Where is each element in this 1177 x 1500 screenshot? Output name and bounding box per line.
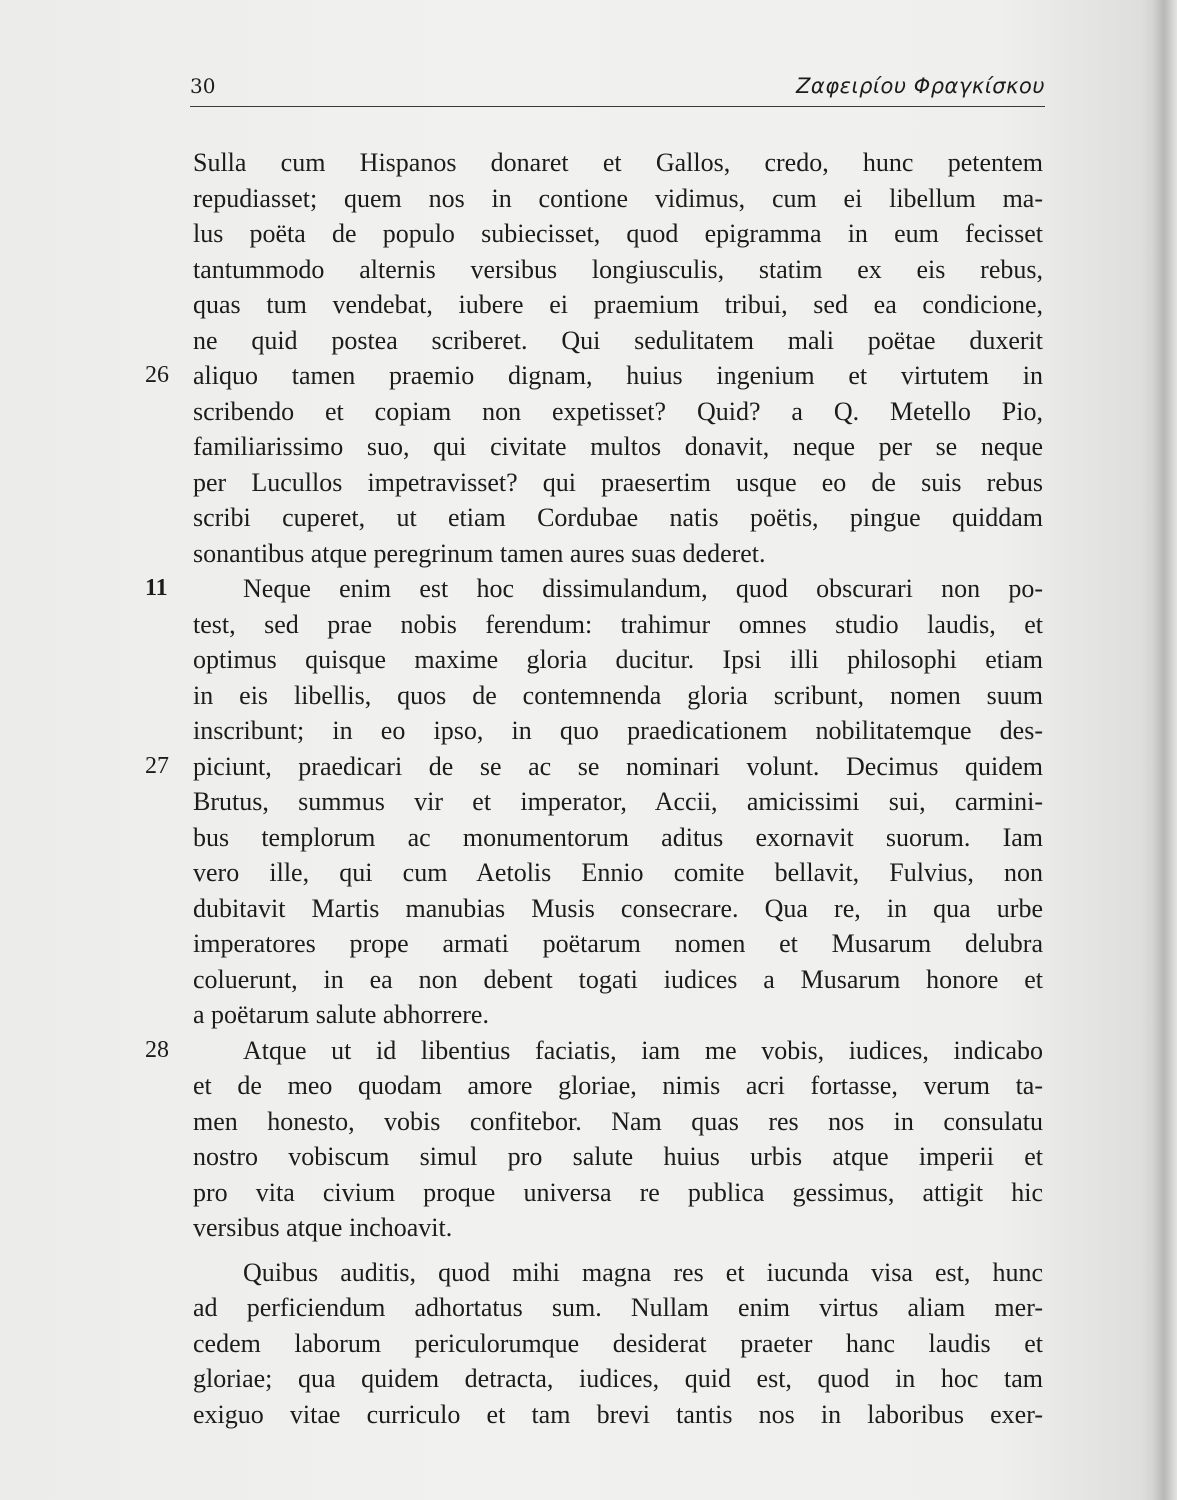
text-line: repudiasset; quem nos in contione vidimus, cum ei libellum ma- xyxy=(193,183,1043,213)
text-line: Brutus, summus vir et imperator, Accii, amicissimi sui, carmini- xyxy=(193,787,1043,816)
paragraph-gap xyxy=(193,1246,1043,1255)
text-line: pro vita civium proque universa re publica gessimus, attigit hic xyxy=(193,1177,1043,1207)
section-number: 11 xyxy=(145,575,168,601)
line-text: Neque enim est hoc dissimulandum, quod obscurari non po- xyxy=(243,574,1043,603)
line-text: aliquo tamen praemio dignam, huius ingenium et virtutem in xyxy=(193,361,1043,390)
text-line: in eis libellis, quos de contemnenda gloria scribunt, nomen suum xyxy=(193,680,1043,710)
page-edge xyxy=(1151,0,1177,1500)
text-line: nostro vobiscum simul pro salute huius urbis atque imperii et xyxy=(193,1142,1043,1171)
text-body xyxy=(145,145,1043,1432)
text-line: scribendo et copiam non expetisset? Quid? a Q. Metello Pio, xyxy=(193,396,1043,426)
text-line: optimus quisque maxime gloria ducitur. Ipsi illi philosophi etiam xyxy=(193,645,1043,674)
text-line: Sulla cum Hispanos donaret et Gallos, credo, hunc petentem xyxy=(193,148,1043,177)
text-line: sonantibus atque peregrinum tamen aures suas dederet. xyxy=(193,538,766,568)
text-line: dubitavit Martis manubias Musis consecrare. Qua re, in qua urbe xyxy=(193,893,1043,923)
text-line: coluerunt, in ea non debent togati iudices a Musarum honore et xyxy=(193,964,1043,994)
text-line: men honesto, vobis confitebor. Nam quas res nos in consulatu xyxy=(193,1106,1043,1136)
margin-number: 28 xyxy=(145,1036,169,1063)
text-line: familiarissimo suo, qui civitate multos donavit, neque per se neque xyxy=(193,432,1043,461)
running-title: Ζαφειρίου Φραγκίσκου xyxy=(796,74,1045,98)
text-line xyxy=(145,749,1043,785)
text-line: exiguo vitae curriculo et tam brevi tantis nos in laboribus exer- xyxy=(193,1399,1043,1429)
text-line: scribi cuperet, ut etiam Cordubae natis poëtis, pingue quiddam xyxy=(193,503,1043,532)
line-text: piciunt, praedicari de se ac se nominari volunt. Decimus quidem xyxy=(193,751,1043,781)
text-line xyxy=(145,1033,1043,1069)
text-line: ne quid postea scriberet. Qui sedulitatem mali poëtae duxerit xyxy=(193,325,1043,355)
text-line: quas tum vendebat, iubere ei praemium tribui, sed ea condicione, xyxy=(193,290,1043,319)
margin-number: 27 xyxy=(145,752,169,779)
text-line: a poëtarum salute abhorrere. xyxy=(193,1000,489,1029)
text-line: test, sed prae nobis ferendum: trahimur omnes studio laudis, et xyxy=(193,609,1043,639)
text-line: bus templorum ac monumentorum aditus exornavit suorum. Iam xyxy=(193,822,1043,852)
margin-number: 26 xyxy=(145,362,169,388)
text-line: ad perficiendum adhortatus sum. Nullam enim virtus aliam mer- xyxy=(193,1293,1043,1322)
text-line: imperatores prope armati poëtarum nomen et Musarum delubra xyxy=(193,929,1043,958)
text-line xyxy=(145,571,1043,607)
line-text: Atque ut id libentius faciatis, iam me vobis, iudices, indicabo xyxy=(243,1035,1043,1065)
text-line: et de meo quodam amore gloriae, nimis acri fortasse, verum ta- xyxy=(193,1071,1043,1100)
text-line: gloriae; qua quidem detracta, iudices, quid est, quod in hoc tam xyxy=(193,1364,1043,1393)
text-line: per Lucullos impetravisset? qui praesertim usque eo de suis rebus xyxy=(193,467,1043,497)
running-header xyxy=(190,72,1045,107)
page-number: 30 xyxy=(190,74,216,98)
text-line: inscribunt; in eo ipso, in quo praedicationem nobilitatemque des- xyxy=(193,716,1043,745)
text-line: versibus atque inchoavit. xyxy=(193,1213,453,1242)
text-line: lus poëta de populo subiecisset, quod epigramma in eum fecisset xyxy=(193,219,1043,248)
text-line: tantummodo alternis versibus longiusculis, statim ex eis rebus, xyxy=(193,254,1043,284)
text-line: cedem laborum periculorumque desiderat praeter hanc laudis et xyxy=(193,1328,1043,1358)
text-line: Quibus auditis, quod mihi magna res et iucunda visa est, hunc xyxy=(243,1257,1043,1287)
text-line: vero ille, qui cum Aetolis Ennio comite bellavit, Fulvius, non xyxy=(193,858,1043,887)
text-line xyxy=(145,358,1043,394)
